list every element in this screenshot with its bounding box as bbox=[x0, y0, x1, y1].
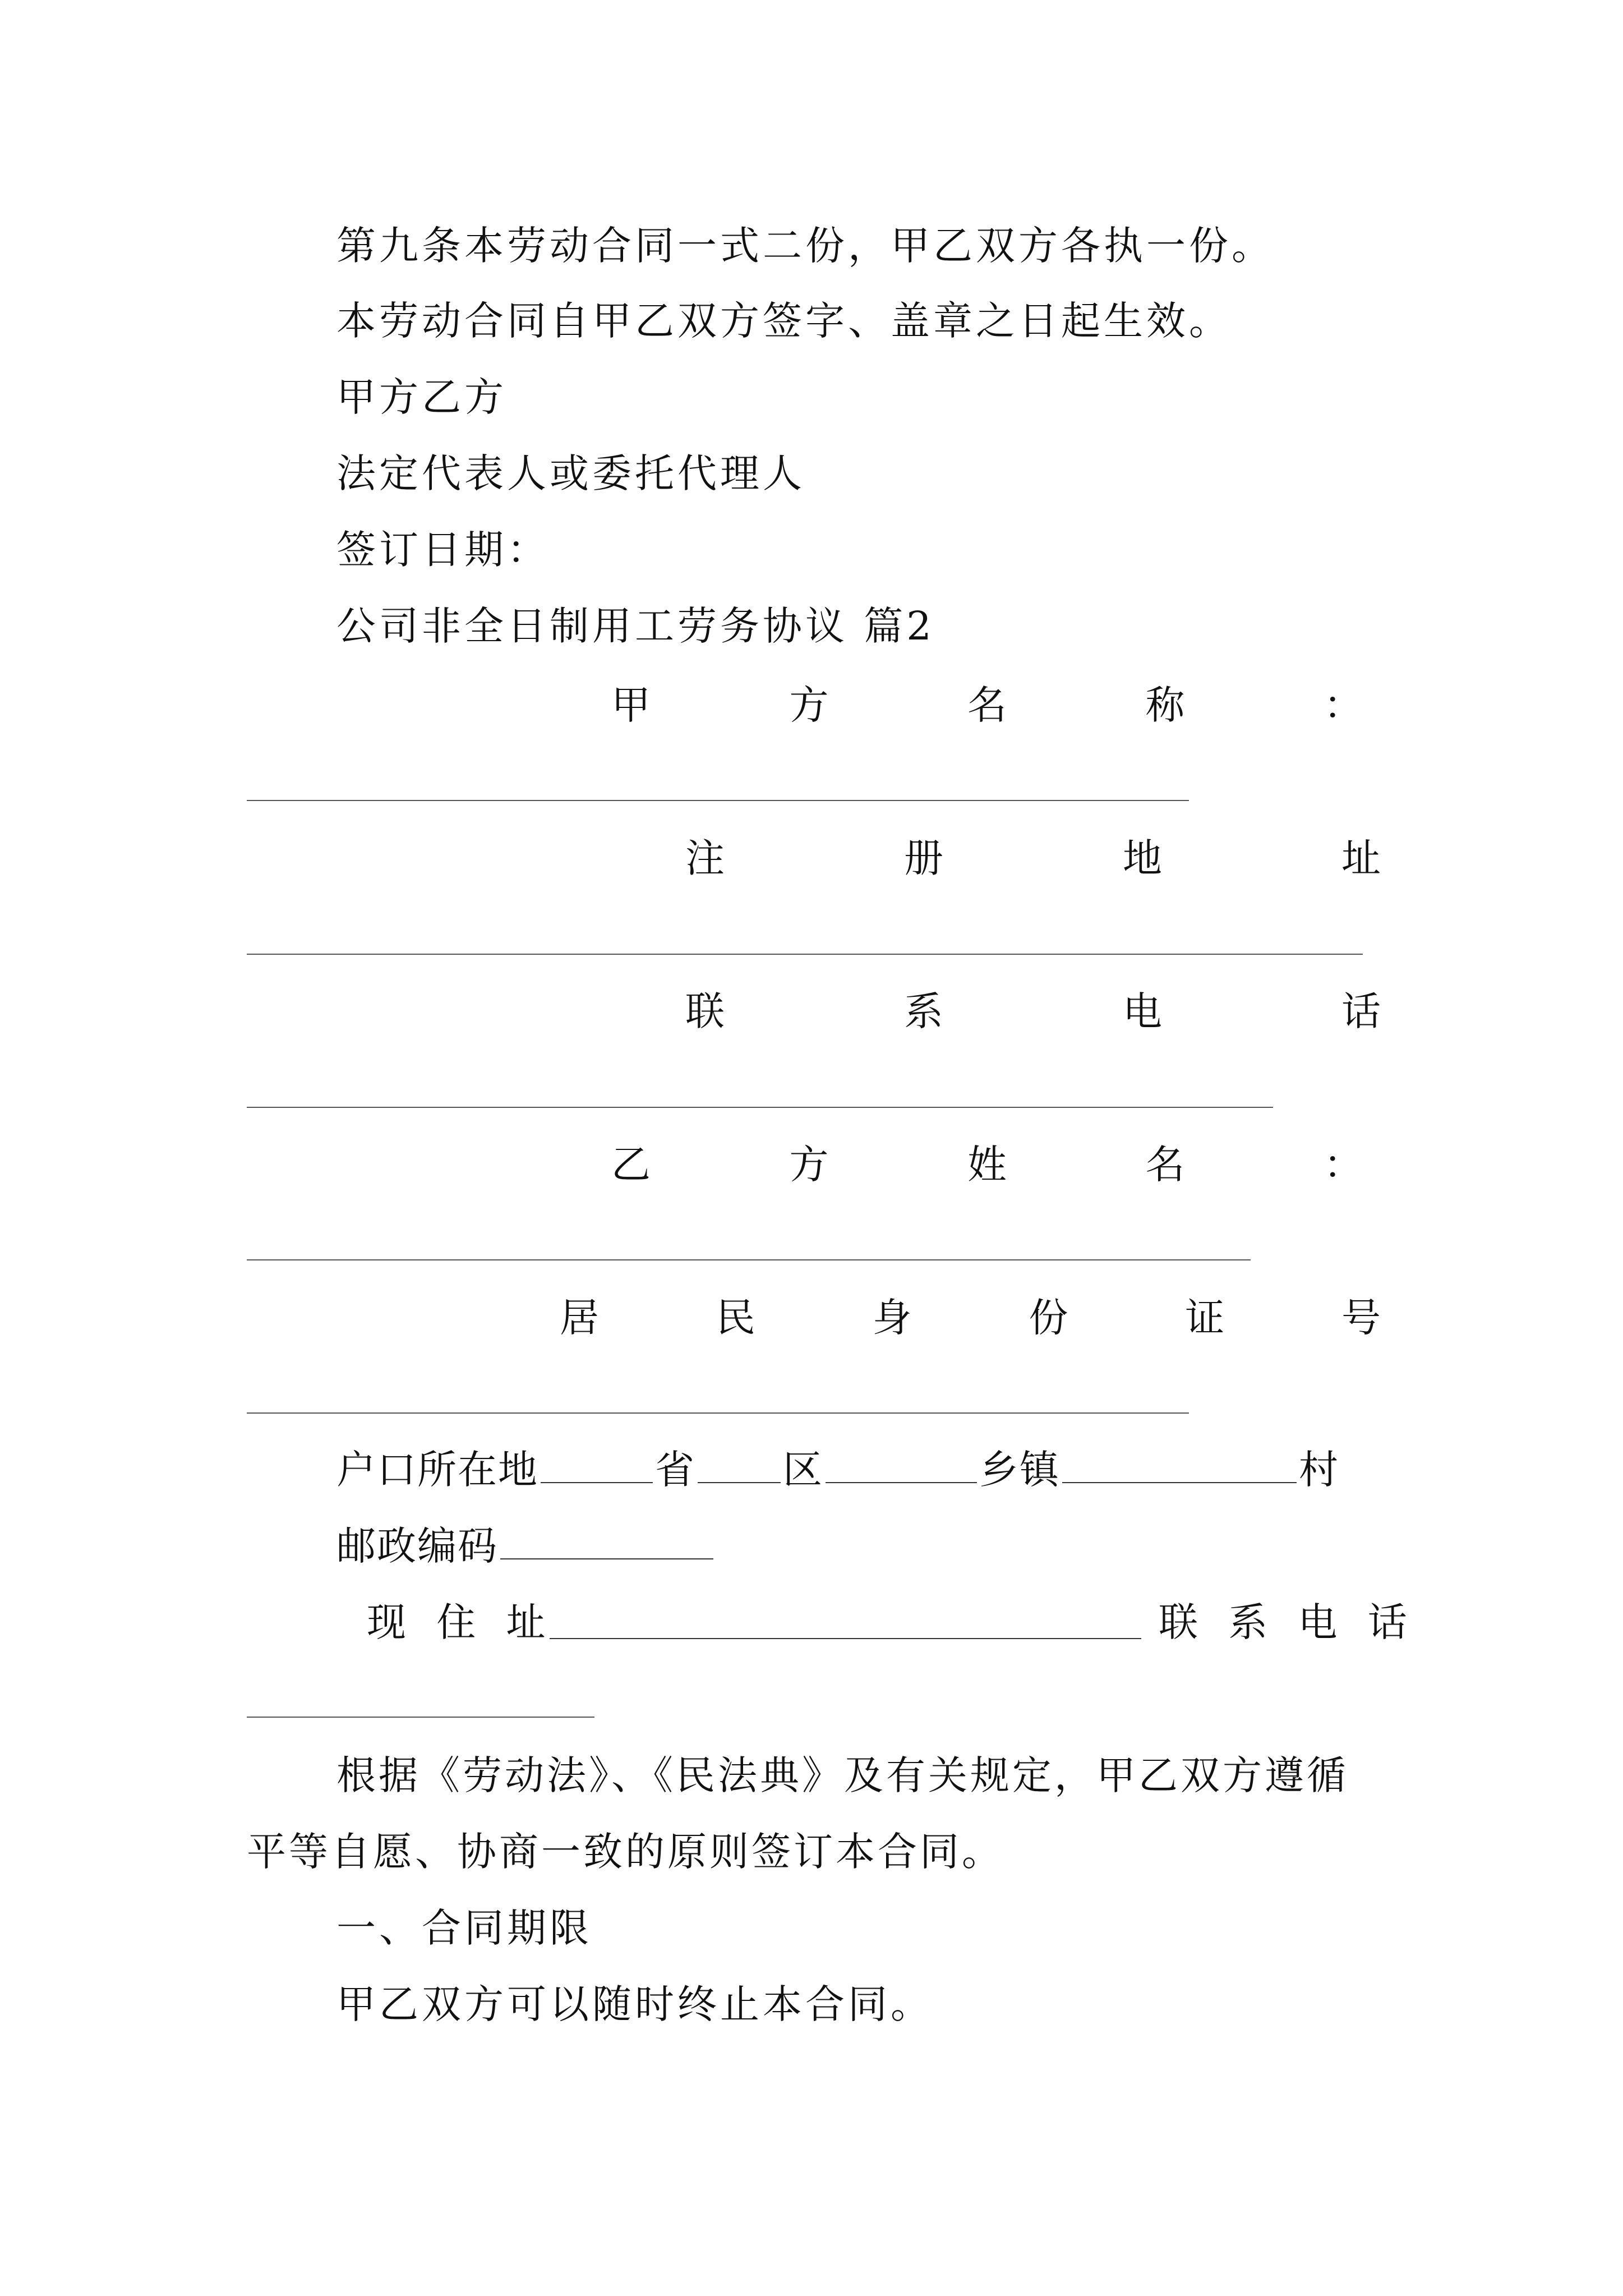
current-address-blank bbox=[550, 1638, 1141, 1639]
province-label: 省 bbox=[655, 1447, 695, 1493]
label-char: ： bbox=[1324, 682, 1363, 728]
label-char: 称 bbox=[1145, 682, 1185, 728]
label-char: 甲 bbox=[611, 682, 651, 728]
township-label: 乡镇 bbox=[979, 1447, 1060, 1493]
village-blank bbox=[1062, 1445, 1297, 1483]
contact-phone-label bbox=[685, 986, 1381, 1037]
district-blank bbox=[698, 1445, 781, 1483]
label-char: 址 bbox=[1341, 835, 1381, 881]
parties-line: 甲方乙方 bbox=[336, 374, 507, 420]
label-char: 联 bbox=[685, 988, 725, 1034]
label-char: 乙 bbox=[611, 1142, 651, 1188]
label-char: 方 bbox=[789, 682, 829, 728]
township-blank bbox=[826, 1445, 977, 1483]
current-phone-blank bbox=[247, 1717, 594, 1718]
party-a-name-label bbox=[611, 680, 1363, 730]
current-phone-label: 联 系 电 话 bbox=[1159, 1599, 1416, 1645]
party-b-name-label bbox=[611, 1139, 1363, 1190]
label-char: 话 bbox=[1341, 988, 1381, 1034]
label-char: 电 bbox=[1123, 988, 1162, 1034]
clause-1-text: 甲乙双方可以随时终止本合同。 bbox=[336, 1981, 933, 2027]
registered-address-blank bbox=[247, 954, 1363, 955]
party-b-name-blank bbox=[247, 1259, 1251, 1260]
section-title: 公司非全日制用工劳务协议 篇2 bbox=[336, 603, 935, 649]
label-char: 姓 bbox=[967, 1142, 1007, 1188]
label-char: 方 bbox=[789, 1142, 829, 1188]
sign-date-line: 签订日期： bbox=[336, 527, 550, 573]
province-blank bbox=[541, 1445, 653, 1483]
clause-1-title: 一、合同期限 bbox=[336, 1905, 592, 1951]
label-char: 注 bbox=[685, 835, 725, 881]
postal-code-blank bbox=[500, 1521, 713, 1559]
district-label: 区 bbox=[783, 1447, 823, 1493]
label-char: 系 bbox=[904, 988, 943, 1034]
article-9-paragraph: 第九条本劳动合同一式二份，甲乙双方各执一份。 bbox=[336, 223, 1274, 269]
basis-paragraph-line-1: 根据《劳动法》、《民法典》及有关规定，甲乙双方遵循 bbox=[336, 1752, 1349, 1798]
label-char: 名 bbox=[1145, 1142, 1185, 1188]
label-char: 民 bbox=[716, 1295, 755, 1341]
label-char: ： bbox=[1324, 1142, 1363, 1188]
label-char: 名 bbox=[967, 682, 1007, 728]
label-char: 份 bbox=[1029, 1295, 1068, 1341]
postal-code-line bbox=[336, 1521, 716, 1571]
contact-phone-blank bbox=[247, 1107, 1273, 1108]
registered-address-label bbox=[685, 833, 1381, 884]
basis-paragraph-line-2: 平等自愿、协商一致的原则签订本合同。 bbox=[247, 1829, 1004, 1875]
label-char: 身 bbox=[872, 1295, 912, 1341]
party-a-name-blank bbox=[247, 800, 1189, 801]
village-label: 村 bbox=[1299, 1447, 1339, 1493]
current-address-label: 现 住 址 bbox=[367, 1599, 555, 1645]
representative-line: 法定代表人或委托代理人 bbox=[336, 450, 805, 496]
label-char: 居 bbox=[560, 1295, 599, 1341]
label-char: 地 bbox=[1123, 835, 1162, 881]
household-registration-line bbox=[336, 1444, 1339, 1495]
id-number-label bbox=[560, 1292, 1381, 1343]
effective-paragraph: 本劳动合同自甲乙双方签字、盖章之日起生效。 bbox=[336, 298, 1232, 344]
postal-code-label: 邮政编码 bbox=[336, 1523, 498, 1569]
label-char: 号 bbox=[1341, 1295, 1381, 1341]
label-char: 册 bbox=[904, 835, 943, 881]
household-label: 户口所在地 bbox=[336, 1447, 538, 1493]
label-char: 证 bbox=[1185, 1295, 1225, 1341]
id-number-blank bbox=[247, 1412, 1189, 1414]
